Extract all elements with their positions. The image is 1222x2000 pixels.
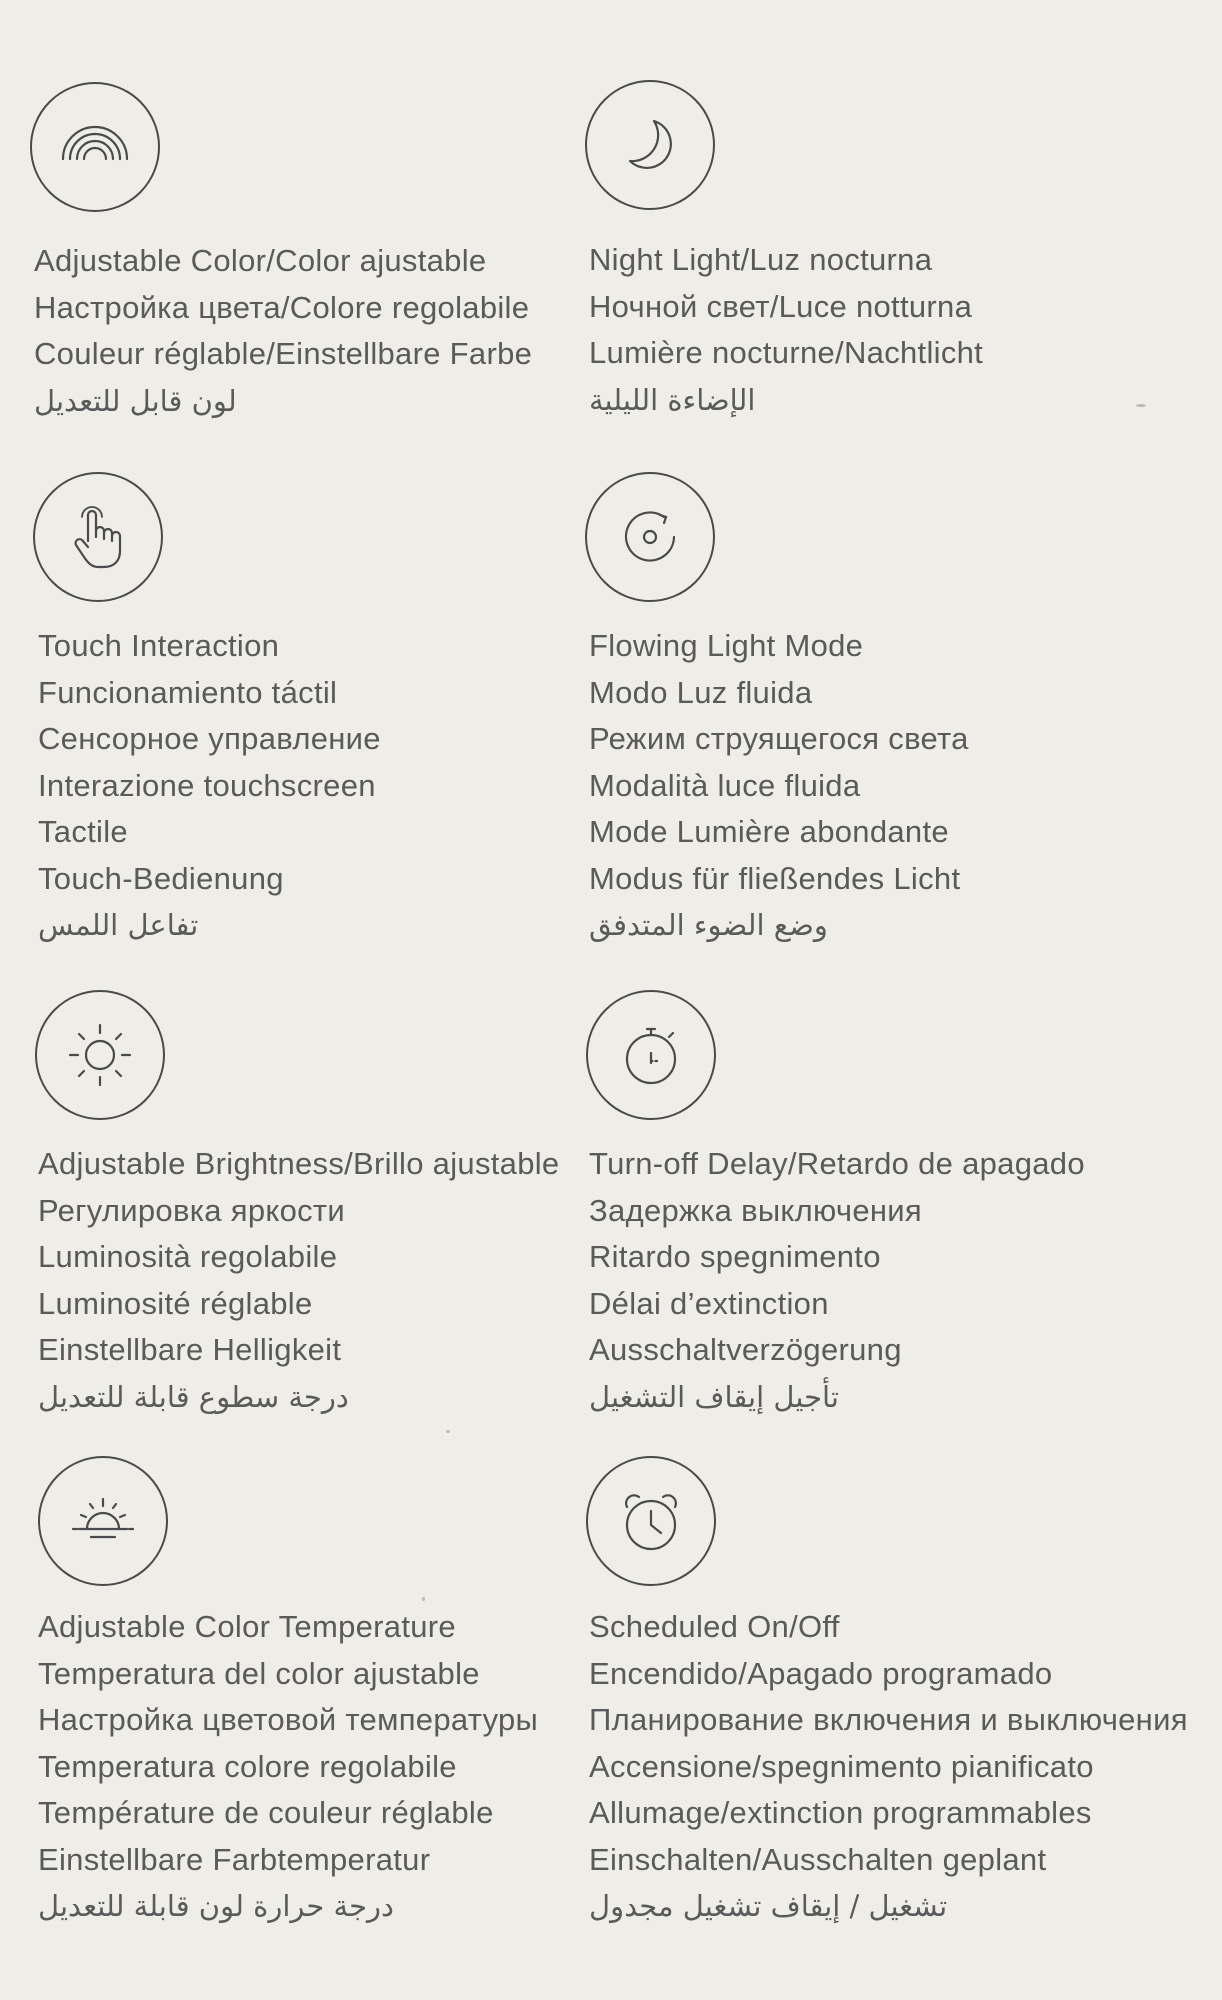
rainbow-icon <box>30 82 160 212</box>
paper-speck <box>446 1430 450 1433</box>
touch-hand-icon <box>33 472 163 602</box>
feature-label: Température de couleur réglable <box>38 1795 494 1830</box>
feature-label: تفاعل اللمس <box>38 908 199 942</box>
feature-label: Сенсорное управление <box>38 721 381 756</box>
feature-label: Ausschaltverzögerung <box>589 1332 902 1367</box>
feature-label: تشغيل / إيقاف تشغيل مجدول <box>589 1889 948 1923</box>
feature-label: Modus für fließendes Licht <box>589 860 961 896</box>
feature-label: Touch Interaction <box>38 628 280 663</box>
feature-label: Einschalten/Ausschalten geplant <box>589 1841 1047 1877</box>
feature-label: Luminosité réglable <box>38 1285 313 1321</box>
feature-label: Modalità luce fluida <box>589 767 861 803</box>
feature-label: Temperatura colore regolabile <box>38 1748 457 1784</box>
feature-label: Mode Lumière abondante <box>589 814 949 849</box>
feature-label: Touch-Bedienung <box>38 860 284 896</box>
feature-label: الإضاءة الليلية <box>589 382 756 417</box>
feature-label: Регулировка яркости <box>38 1192 346 1228</box>
paper-speck <box>1136 404 1146 407</box>
feature-label: Планирование включения и выключения <box>589 1702 1188 1737</box>
feature-label: درجة حرارة لون قابلة للتعديل <box>38 1889 394 1923</box>
feature-label: Adjustable Color/Color ajustable <box>34 243 487 278</box>
feature-label: Режим струящегося света <box>589 721 969 756</box>
feature-label: درجة سطوع قابلة للتعديل <box>38 1379 349 1414</box>
feature-label: Couleur réglable/Einstellbare Farbe <box>34 336 533 371</box>
feature-label: Night Light/Luz nocturna <box>589 242 933 277</box>
alarm-clock-icon <box>586 1456 716 1586</box>
feature-label: Interazione touchscreen <box>38 767 376 803</box>
feature-label: Einstellbare Helligkeit <box>38 1332 342 1367</box>
feature-label: Modo Luz fluida <box>589 674 813 710</box>
feature-label: لون قابل للتعديل <box>34 383 237 418</box>
feature-label: Ritardo spegnimento <box>589 1239 881 1274</box>
feature-label: Encendido/Apagado programado <box>589 1655 1053 1691</box>
feature-label: وضع الضوء المتدفق <box>589 908 828 942</box>
feature-label: تأجيل إيقاف التشغيل <box>589 1379 839 1414</box>
feature-label: Funcionamiento táctil <box>38 674 338 710</box>
moon-icon <box>585 80 715 210</box>
feature-label: Adjustable Brightness/Brillo ajustable <box>38 1146 560 1181</box>
feature-label: Flowing Light Mode <box>589 628 864 663</box>
sun-icon <box>35 990 165 1120</box>
feature-label: Allumage/extinction programmables <box>589 1795 1092 1830</box>
feature-label: Ночной свет/Luce notturna <box>589 288 973 324</box>
feature-label: Scheduled On/Off <box>589 1609 840 1644</box>
flowing-light-icon <box>585 472 715 602</box>
feature-label: Tactile <box>38 814 128 849</box>
stopwatch-icon <box>586 990 716 1120</box>
feature-label: Accensione/spegnimento pianificato <box>589 1748 1094 1784</box>
feature-label: Настройка цвета/Colore regolabile <box>34 289 530 325</box>
sunrise-icon <box>38 1456 168 1586</box>
feature-label: Настройка цветовой температуры <box>38 1702 539 1737</box>
paper-speck <box>422 1597 425 1601</box>
feature-label: Délai d’extinction <box>589 1285 829 1321</box>
feature-label: Lumière nocturne/Nachtlicht <box>589 335 984 370</box>
feature-label: Einstellbare Farbtemperatur <box>38 1841 431 1877</box>
feature-label: Turn-off Delay/Retardo de apagado <box>589 1146 1085 1181</box>
feature-label: Temperatura del color ajustable <box>38 1655 480 1691</box>
feature-label: Задержка выключения <box>589 1192 923 1228</box>
feature-label: Adjustable Color Temperature <box>38 1609 456 1644</box>
feature-label: Luminosità regolabile <box>38 1239 338 1274</box>
